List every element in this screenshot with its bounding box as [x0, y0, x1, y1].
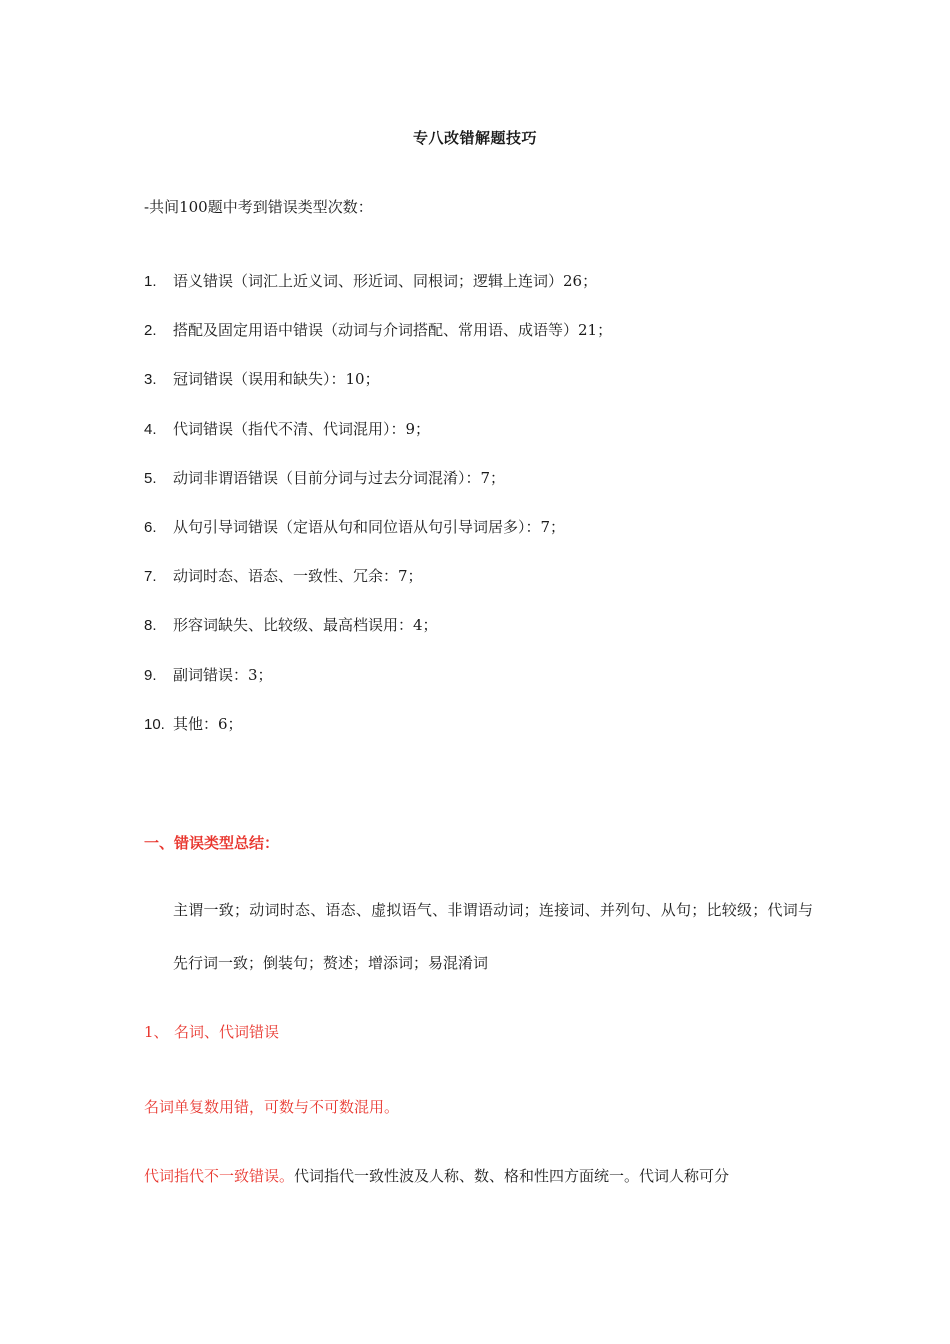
list-item-number: 9. [144, 667, 157, 684]
pronoun-rule-highlight: 代词指代不一致错误。 [144, 1167, 295, 1185]
list-item-text: 语义错误（词汇上近义词、形近词、同根词；逻辑上连词）26； [173, 272, 598, 290]
list-item-number: 7. [144, 568, 157, 585]
subsection-heading [144, 1021, 279, 1042]
list-item-number: 6. [144, 519, 157, 536]
list-item-number: 2. [144, 322, 157, 339]
list-item-text: 副词错误：3； [173, 666, 273, 684]
list-item-number: 3. [144, 371, 157, 388]
list-item [144, 319, 612, 340]
list-item-text: 动词非谓语错误（目前分词与过去分词混淆）：7； [173, 469, 506, 487]
subsection-number: 1、 [144, 1023, 169, 1041]
list-item-number: 5. [144, 470, 157, 487]
list-item-text: 其他：6； [173, 715, 243, 733]
list-item-text: 动词时态、语态、一致性、冗余：7； [173, 567, 423, 585]
list-item-number: 8. [144, 617, 157, 634]
list-item-number: 4. [144, 421, 157, 438]
subsection-title: 名词、代词错误 [174, 1023, 280, 1041]
list-item-text: 冠词错误（误用和缺失）：10； [173, 370, 380, 388]
document-title: 专八改错解题技巧 [412, 129, 537, 147]
pronoun-rule-line [144, 1165, 729, 1186]
list-item [144, 565, 423, 586]
list-item [144, 467, 505, 488]
pronoun-rule-text: 代词指代一致性波及人称、数、格和性四方面统一。代词人称可分 [294, 1167, 730, 1185]
summary-paragraph: 主谓一致；动词时态、语态、虚拟语气、非谓语动词；连接词、并列句、从句；比较级；代词与先行词一致；倒装句；赘述；增添词；易混淆词 [173, 901, 813, 972]
list-item [144, 614, 438, 635]
list-item-text: 形容词缺失、比较级、最高档误用：4； [173, 616, 438, 634]
list-item [144, 368, 380, 389]
section-heading: 一、错误类型总结： [144, 834, 280, 852]
list-item [144, 713, 243, 734]
list-item-text: 从句引导词错误（定语从句和同位语从句引导词居多）：7； [173, 518, 566, 536]
noun-rule-line: 名词单复数用错，可数与不可数混用。 [144, 1098, 400, 1116]
list-item-number: 10. [144, 716, 165, 733]
list-item-text: 代词错误（指代不清、代词混用）：9； [173, 420, 431, 438]
list-item [144, 418, 430, 439]
list-item [144, 516, 565, 537]
list-item [144, 664, 273, 685]
list-item-number: 1. [144, 273, 157, 290]
list-item [144, 270, 597, 291]
list-item-text: 搭配及固定用语中错误（动词与介词搭配、常用语、成语等）21； [173, 321, 613, 339]
intro-line: -共间100题中考到错误类型次数： [144, 198, 373, 216]
